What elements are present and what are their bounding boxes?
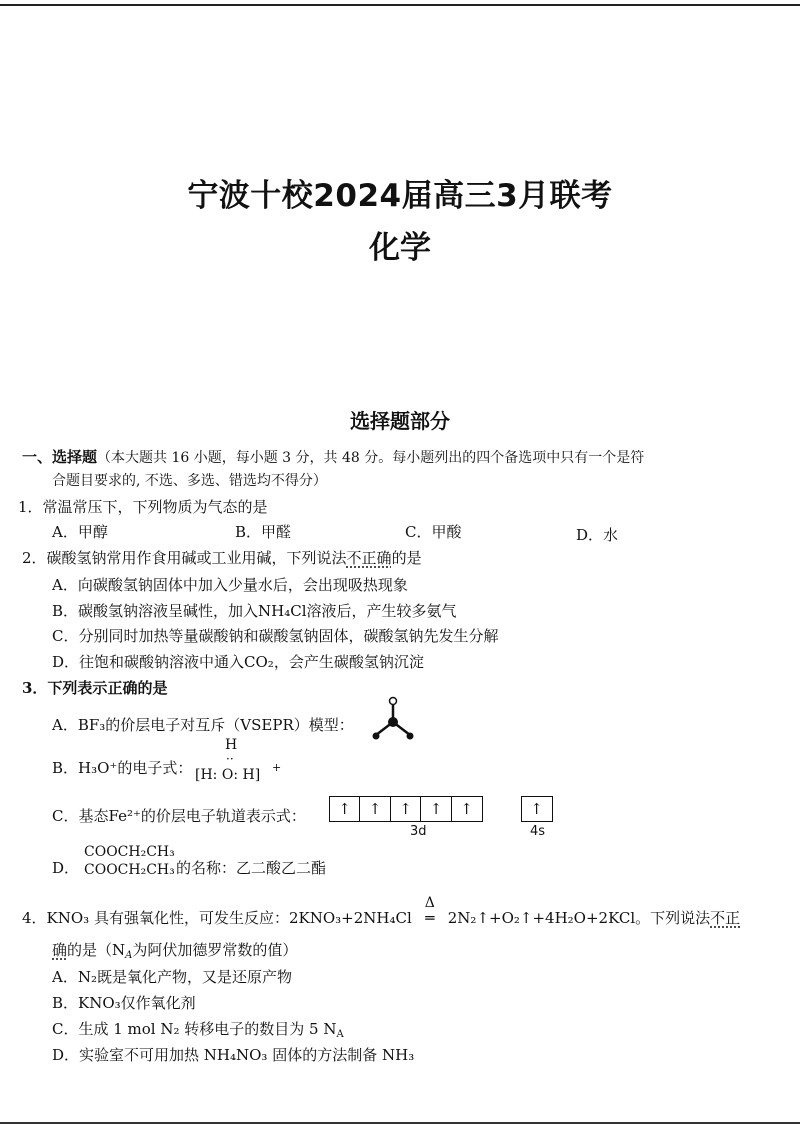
orbital-4s-group <box>522 796 553 822</box>
orbital-3d-box-2: ↑ <box>359 796 391 822</box>
subject-title: 化学 <box>369 230 431 266</box>
q4-stem-emphasis-1: 不正 <box>710 909 741 927</box>
instructions-line-2: 合题目要求的, 不选、多选、错选均不得分） <box>52 473 327 489</box>
q4-stem-line-2-text: 的是（N <box>67 941 126 959</box>
q3-option-b-text: 的电子式： <box>117 759 193 777</box>
h3o-charge: + <box>272 761 282 774</box>
orbital-3d-label: 3d <box>410 824 427 839</box>
instructions-text: （本大题共 16 小题，每小题 3 分，共 48 分。每小题列出的四个备选项中只有一个是符 <box>97 450 645 466</box>
q3-option-c-formula: Fe²⁺ <box>108 807 141 825</box>
orbital-3d-box-4: ↑ <box>420 796 452 822</box>
top-border <box>0 4 800 6</box>
h3o-electron-formula: [H: O: H] <box>195 767 261 783</box>
q3-stem: 3．下列表示正确的是 <box>22 679 168 697</box>
q3-option-d-structure <box>84 843 175 879</box>
q2-option-d-text: D．往饱和碳酸钠溶液中通入 <box>52 653 245 671</box>
q2-option-b-text: B．碳酸氢钠溶液呈碱性，加入 <box>52 602 259 620</box>
ester-formula-top: COOCH₂CH₃ <box>84 844 175 860</box>
q4-option-c-sub: A <box>336 1029 344 1040</box>
instructions-lead: 一、选择题 <box>22 448 98 466</box>
q2-option-c: C．分别同时加热等量碳酸钠和碳酸氢钠固体，碳酸氢钠先发生分解 <box>52 627 499 645</box>
q4-equation-condition: Δ <box>424 895 435 911</box>
instructions-line-1 <box>22 446 644 467</box>
q1-option-d: D．水 <box>576 526 619 544</box>
q4-equation-arrow <box>412 895 448 927</box>
q3-option-d-label: D． <box>52 859 80 877</box>
q4-option-b: B．KNO₃仅作氧化剂 <box>52 994 196 1012</box>
q4-option-a: A．N₂既是氧化产物，又是还原产物 <box>52 968 292 986</box>
q4-option-c <box>52 1018 344 1040</box>
q3-option-b <box>52 757 192 778</box>
orbital-3d-box-5: ↑ <box>451 796 483 822</box>
q4-equation-right: 2N₂↑+O₂↑+4H₂O+2KCl <box>447 909 636 927</box>
q4-stem-line-1 <box>22 895 741 928</box>
orbital-3d-box-3: ↑ <box>390 796 422 822</box>
q2-option-b-formula: NH₄Cl <box>258 602 307 620</box>
bottom-border <box>0 1122 800 1124</box>
equals-sign-icon: ═ <box>425 909 435 927</box>
bf3-vsepr-model-diagram <box>368 695 418 745</box>
q2-option-b-end: 溶液后，产生较多氨气 <box>306 602 457 620</box>
q2-option-b <box>52 600 457 621</box>
q4-stem-emphasis-2: 确 <box>52 941 68 959</box>
q2-stem-emphasis: 不正确 <box>346 549 392 567</box>
q3-option-b-label: B． <box>52 759 79 777</box>
q3-option-a <box>52 714 354 735</box>
q2-stem-text: 2．碳酸氢钠常用作食用碱或工业用碱，下列说法 <box>22 549 347 567</box>
q1-option-a: A．甲醇 <box>52 523 108 541</box>
q4-stem-tail: 。下列说法 <box>635 909 711 927</box>
q3-option-a-text: 的价层电子对互斥（VSEPR）模型： <box>105 716 354 734</box>
h3o-top-hydrogen: H <box>225 737 238 753</box>
q4-stem-line-2-sub: A <box>125 950 133 961</box>
orbital-3d-box-1: ↑ <box>329 796 361 822</box>
q2-option-a: A．向碳酸氢钠固体中加入少量水后，会出现吸热现象 <box>52 576 408 594</box>
q4-equation-left: 2KNO₃+2NH₄Cl <box>288 909 412 927</box>
q4-stem-line-2 <box>52 939 297 961</box>
q4-stem-line-2-end: 为阿伏加德罗常数的值） <box>132 941 298 959</box>
orbital-4s-box: ↑ <box>521 796 553 822</box>
q4-stem-lead: 4．KNO₃ 具有强氧化性，可发生反应： <box>22 909 289 927</box>
orbital-4s-label: 4s <box>530 824 546 839</box>
ester-formula-bottom: COOCH₂CH₃ <box>84 862 175 878</box>
q2-stem <box>22 547 422 568</box>
q3-option-c <box>52 805 306 826</box>
section-heading: 选择题部分 <box>350 409 450 433</box>
q3-option-a-label: A． <box>52 716 78 734</box>
q3-option-c-text: 的价层电子轨道表示式： <box>140 807 306 825</box>
q2-option-d-formula: CO₂ <box>244 653 274 671</box>
q2-stem-end: 的是 <box>391 549 422 567</box>
h3o-lone-pair-dots: ·· <box>226 752 234 766</box>
q3-option-c-label: C．基态 <box>52 807 109 825</box>
q1-stem: 1．常温常压下，下列物质为气态的是 <box>18 498 268 516</box>
q3-option-d-text: 的名称：乙二酸乙二酯 <box>176 859 327 877</box>
q4-option-c-text: C．生成 1 mol N₂ 转移电子的数目为 5 N <box>52 1020 337 1038</box>
q1-option-c: C．甲酸 <box>405 523 462 541</box>
q3-option-b-formula: H₃O⁺ <box>78 759 118 777</box>
q2-option-d-end: ，会产生碳酸氢钠沉淀 <box>273 653 424 671</box>
q4-option-d: D．实验室不可用加热 NH₄NO₃ 固体的方法制备 NH₃ <box>52 1046 415 1064</box>
orbital-3d-group <box>330 796 483 822</box>
q1-option-b: B．甲醛 <box>235 523 292 541</box>
q2-option-d <box>52 651 424 672</box>
exam-title: 宁波十校2024届高三3月联考 <box>187 178 613 214</box>
q3-option-a-formula: BF₃ <box>77 716 106 734</box>
